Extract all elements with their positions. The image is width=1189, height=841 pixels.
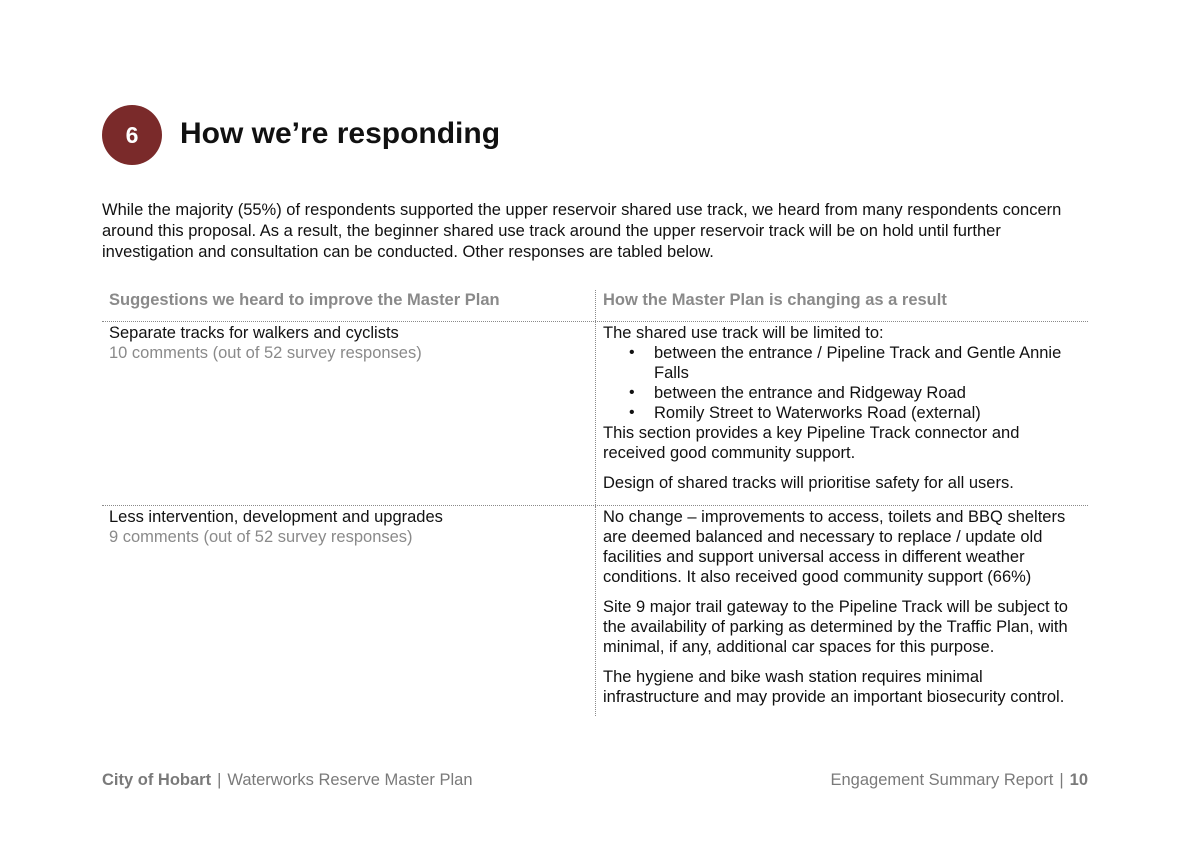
response-cell — [595, 506, 1088, 716]
footer-org: City of Hobart — [102, 771, 212, 789]
response-paragraph: No change – improvements to access, toilets and BBQ shelters are deemed balanced and necessary to replace / update old facilities and support universal access in different weather conditions. It also received good community support (66%) — [603, 508, 1066, 586]
list-item-text: Romily Street to Waterworks Road (external) — [654, 404, 981, 422]
response-paragraph: Site 9 major trail gateway to the Pipeline Track will be subject to the availability of parking as determined by the Traffic Plan, with minimal, if any, additional car spaces for this purpose. — [603, 598, 1068, 656]
list-item — [603, 403, 1082, 423]
footer-left — [102, 771, 473, 790]
footer-doc-title: Waterworks Reserve Master Plan — [227, 771, 473, 789]
response-cell — [595, 322, 1088, 505]
table-row — [102, 506, 1088, 716]
table-header-row — [102, 290, 1088, 322]
table-header-suggestions: Suggestions we heard to improve the Master Plan — [109, 291, 500, 309]
response-paragraph: Design of shared tracks will prioritise safety for all users. — [603, 474, 1014, 492]
list-item — [603, 343, 1082, 383]
footer-separator: | — [1059, 771, 1064, 789]
intro-paragraph: While the majority (55%) of respondents supported the upper reservoir shared use track, we heard from many respondents concern around this proposal. As a result, the beginner shared use track around the upper reservoir track will be on hold until further investigation and consultation can be conducted. Other responses are tabled below. — [102, 201, 1062, 261]
list-item — [603, 383, 1082, 403]
table-header-changes: How the Master Plan is changing as a result — [595, 290, 1088, 321]
response-paragraph: This section provides a key Pipeline Track connector and received good community support. — [603, 424, 1020, 462]
section-number-badge: 6 — [102, 105, 162, 165]
suggestion-cell — [102, 506, 595, 716]
footer-right — [830, 771, 1088, 790]
bullet-icon: • — [629, 384, 635, 401]
response-paragraph: The hygiene and bike wash station requires minimal infrastructure and may provide an important biosecurity control. — [603, 668, 1065, 706]
footer-report-title: Engagement Summary Report — [830, 771, 1054, 789]
section-title: How we’re responding — [180, 117, 501, 150]
response-bullets — [603, 343, 1082, 423]
comment-count: 10 comments (out of 52 survey responses) — [109, 344, 422, 362]
page-number: 10 — [1069, 771, 1088, 789]
bullet-icon: • — [629, 404, 635, 421]
responses-table — [102, 290, 1088, 716]
suggestion-text: Less intervention, development and upgrades — [109, 508, 443, 526]
bullet-icon: • — [629, 344, 635, 361]
suggestion-text: Separate tracks for walkers and cyclists — [109, 324, 399, 342]
list-item-text: between the entrance and Ridgeway Road — [654, 384, 966, 402]
suggestion-cell — [102, 322, 595, 505]
list-item-text: between the entrance / Pipeline Track and Gentle Annie Falls — [654, 344, 1062, 382]
comment-count: 9 comments (out of 52 survey responses) — [109, 528, 413, 546]
response-intro: The shared use track will be limited to: — [603, 324, 884, 342]
footer-separator: | — [217, 771, 222, 789]
table-row — [102, 322, 1088, 506]
